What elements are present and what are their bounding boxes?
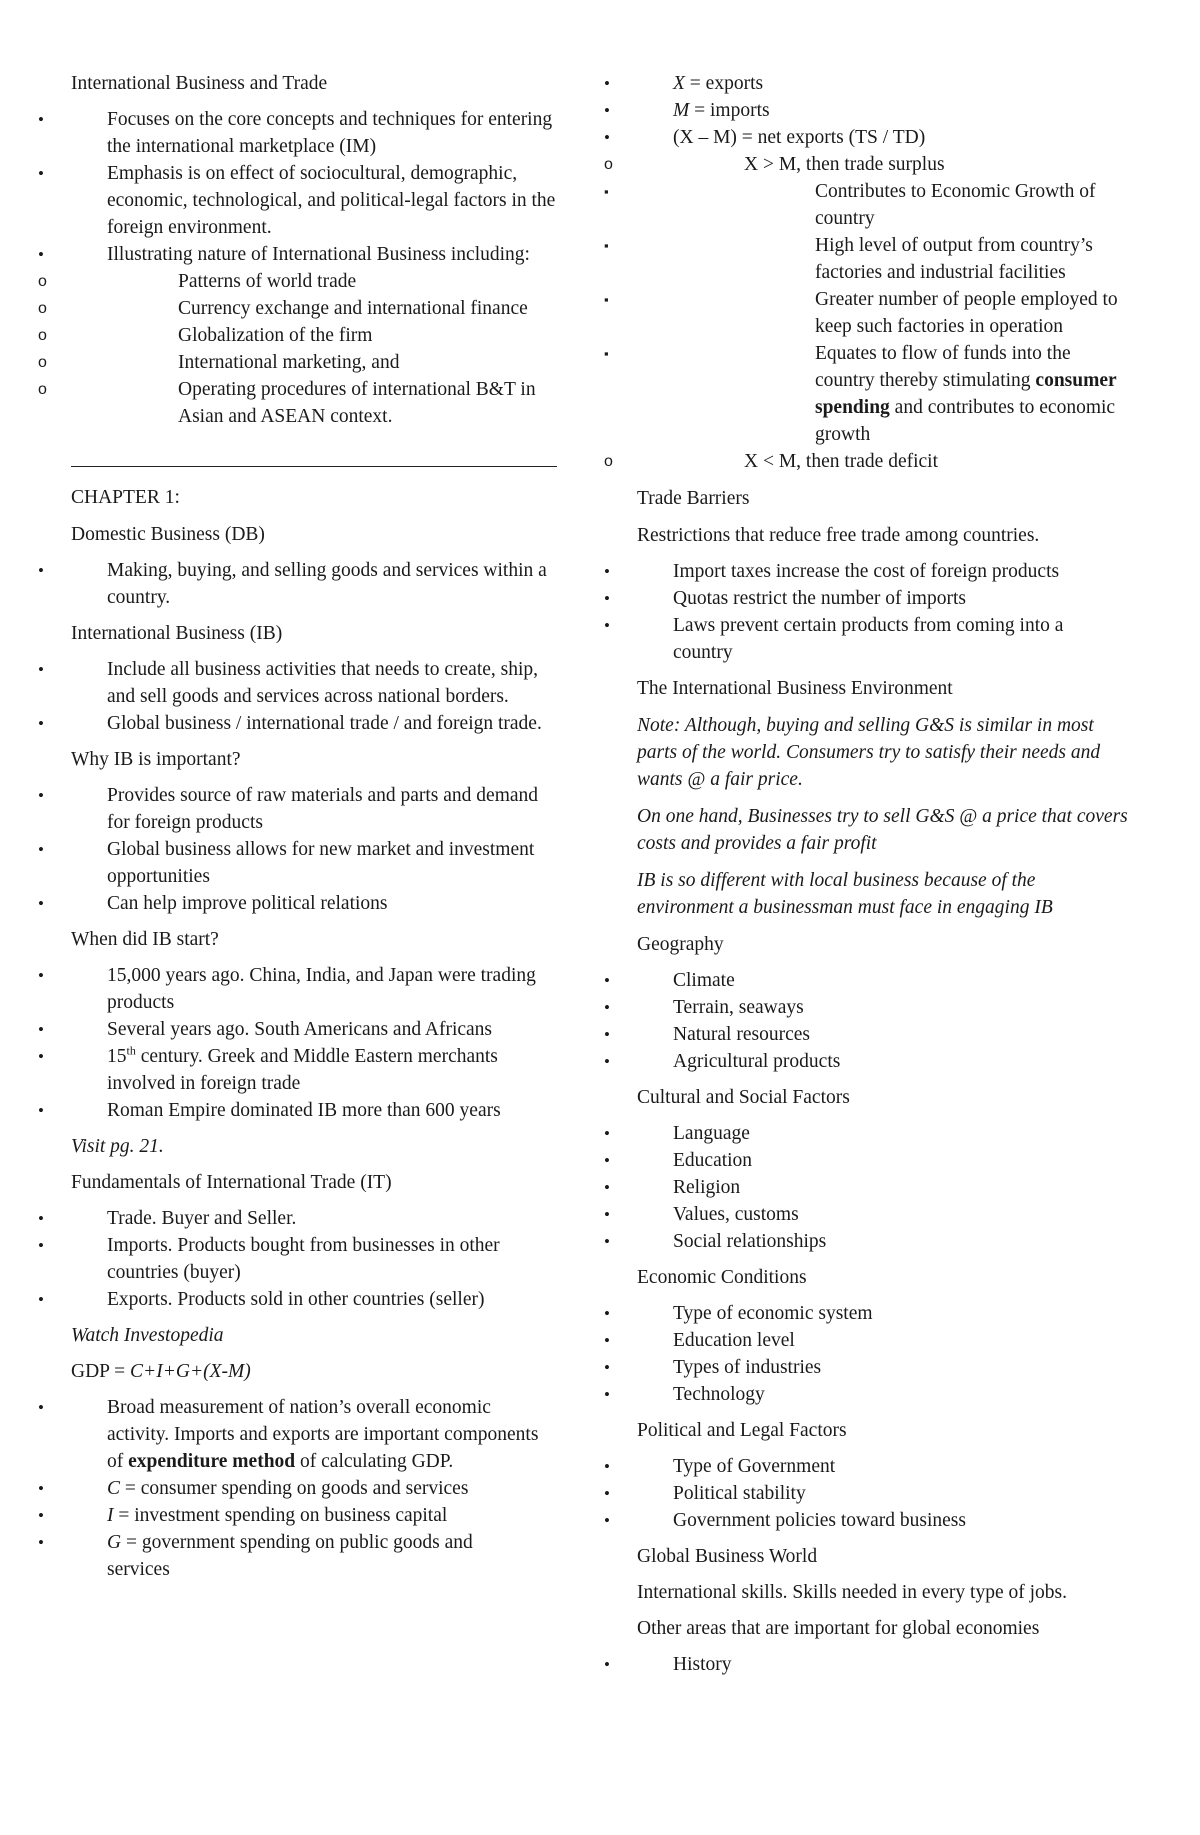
bullet-icon: • — [604, 1655, 610, 1674]
list-item — [604, 585, 1137, 612]
list-item-text: Government policies toward business — [673, 1510, 966, 1531]
list-item — [604, 1201, 1137, 1228]
sub-sub-list-item-text: Greater number of people employed to keep such factories in operation — [815, 289, 1118, 337]
left-column — [38, 70, 571, 1583]
list-item — [604, 994, 1137, 1021]
sub-list-item-text: X < M, then trade deficit — [744, 451, 939, 472]
political-heading: Political and Legal Factors — [637, 1420, 847, 1441]
list-item-text: Type of Government — [673, 1456, 836, 1477]
list-item-text: of calculating GDP. — [295, 1451, 454, 1472]
list-item-text: Global business allows for new market and investment opportunities — [107, 839, 535, 887]
bullet-icon: • — [604, 998, 610, 1017]
bullet-icon: • — [38, 1398, 44, 1417]
list-item — [604, 124, 1137, 151]
list-item — [38, 1502, 571, 1529]
list-item — [604, 1174, 1137, 1201]
list-item — [604, 1021, 1137, 1048]
international-business-list — [38, 656, 571, 737]
sub-list-item — [38, 376, 568, 430]
environment-note: IB is so different with local business because of the environment a businessman must face in engaging IB — [637, 870, 1053, 918]
list-item-text: Natural resources — [673, 1024, 810, 1045]
bullet-icon: • — [38, 1506, 44, 1525]
list-item-text: Focuses on the core concepts and techniques for entering the international marketplace (IM) — [107, 109, 553, 157]
square-bullet-icon: ▪ — [604, 346, 609, 361]
gdp-prefix: GDP = — [71, 1361, 131, 1382]
sub-list-item — [38, 295, 571, 322]
why-ib-heading: Why IB is important? — [71, 749, 241, 770]
bullet-icon: • — [38, 1209, 44, 1228]
trade-variables-list — [604, 70, 1137, 475]
list-item — [38, 1394, 557, 1475]
bullet-icon: • — [38, 714, 44, 733]
square-bullet-icon: ▪ — [604, 184, 609, 199]
bullet-icon: • — [604, 1232, 610, 1251]
list-item-text: Can help improve political relations — [107, 893, 388, 914]
cultural-heading: Cultural and Social Factors — [637, 1087, 850, 1108]
sub-list-item — [38, 349, 571, 376]
list-item — [604, 1354, 1137, 1381]
list-item-text: History — [673, 1654, 732, 1675]
list-item-text: Values, customs — [673, 1204, 799, 1225]
ordinal-suffix: th — [126, 1043, 136, 1058]
bullet-icon: • — [604, 562, 610, 581]
list-item — [38, 962, 547, 1016]
list-item-text: = consumer spending on goods and services — [120, 1478, 469, 1499]
list-item-text: Education — [673, 1150, 753, 1171]
watch-investopedia-note: Watch Investopedia — [71, 1325, 224, 1346]
list-item — [604, 1651, 1137, 1678]
sub-sub-list-item — [604, 232, 1130, 286]
variable-symbol: G — [107, 1532, 122, 1553]
fundamentals-heading: Fundamentals of International Trade (IT) — [71, 1172, 392, 1193]
list-item — [38, 1043, 547, 1097]
bullet-icon: • — [604, 1304, 610, 1323]
list-item-text: Roman Empire dominated IB more than 600 years — [107, 1100, 501, 1121]
list-item — [38, 160, 577, 241]
bullet-icon: • — [604, 1178, 610, 1197]
list-item-text: Broad measurement of nation’s overall economic activity. Imports and exports are important components of — [107, 1397, 539, 1472]
list-item-text: Several years ago. South Americans and Africans — [107, 1019, 493, 1040]
why-ib-list — [38, 782, 571, 917]
list-item — [38, 1016, 571, 1043]
list-item — [38, 1097, 571, 1124]
bullet-icon: • — [38, 840, 44, 859]
list-item — [38, 782, 547, 836]
international-skills-text: International skills. Skills needed in every type of jobs. — [637, 1582, 1067, 1603]
sub-list-item — [604, 448, 1137, 475]
bullet-icon: • — [38, 1020, 44, 1039]
emphasis-text: expenditure method — [128, 1451, 296, 1472]
sub-sub-list-item — [604, 340, 1120, 448]
economic-list — [604, 1300, 1137, 1408]
list-item-text: Include all business activities that needs to create, ship, and sell goods and services across national borders. — [107, 659, 539, 707]
sub-sub-list-item-text: Contributes to Economic Growth of country — [815, 181, 1096, 229]
bullet-icon: • — [38, 1047, 44, 1066]
bullet-icon: • — [604, 616, 610, 635]
square-bullet-icon: ▪ — [604, 292, 609, 307]
list-item — [38, 1475, 571, 1502]
list-item — [38, 106, 557, 160]
list-item-text: century. Greek and Middle Eastern merchants involved in foreign trade — [107, 1046, 498, 1094]
list-item-text: = government spending on public goods and services — [107, 1532, 473, 1580]
list-item — [604, 612, 1123, 666]
bullet-icon: • — [38, 1290, 44, 1309]
bullet-icon: • — [604, 1331, 610, 1350]
list-item — [604, 1228, 1137, 1255]
global-areas-list — [604, 1651, 1137, 1678]
circle-bullet-icon: o — [38, 327, 47, 344]
list-item-text: Emphasis is on effect of sociocultural, demographic, economic, technological, and political-legal factors in the foreign environment. — [107, 163, 556, 238]
list-item — [604, 1147, 1137, 1174]
list-item — [604, 1480, 1137, 1507]
bullet-icon: • — [38, 245, 44, 264]
sub-list-item-text: International marketing, and — [178, 352, 400, 373]
when-ib-list — [38, 962, 571, 1124]
section-divider — [71, 466, 557, 467]
list-item — [38, 1232, 547, 1286]
list-item-text: Global business / international trade / and foreign trade. — [107, 713, 542, 734]
list-item-text: Trade. Buyer and Seller. — [107, 1208, 297, 1229]
list-item-text: Type of economic system — [673, 1303, 873, 1324]
list-item-text: Illustrating nature of International Business including: — [107, 244, 530, 265]
economic-heading: Economic Conditions — [637, 1267, 807, 1288]
list-item — [38, 710, 567, 737]
bullet-icon: • — [604, 74, 610, 93]
bullet-icon: • — [604, 1151, 610, 1170]
list-item — [38, 241, 547, 268]
bullet-icon: • — [604, 1457, 610, 1476]
domestic-business-list — [38, 557, 571, 611]
intro-heading: International Business and Trade — [71, 73, 328, 94]
trade-barriers-list — [604, 558, 1137, 666]
bullet-icon: • — [38, 660, 44, 679]
list-item — [604, 967, 1137, 994]
sub-list-item-text: Operating procedures of international B&T in Asian and ASEAN context. — [178, 379, 536, 427]
list-item — [38, 1286, 571, 1313]
bullet-icon: • — [604, 1025, 610, 1044]
bullet-icon: • — [604, 971, 610, 990]
bullet-icon: • — [604, 1205, 610, 1224]
emphasis-text: consumer spending — [815, 370, 1117, 418]
list-item — [604, 1507, 1137, 1534]
list-item-text: Terrain, seaways — [673, 997, 804, 1018]
list-item-text: Climate — [673, 970, 735, 991]
list-item — [604, 1453, 1137, 1480]
when-ib-heading: When did IB start? — [71, 929, 219, 950]
list-item-text: Imports. Products bought from businesses in other countries (buyer) — [107, 1235, 500, 1283]
international-business-heading: International Business (IB) — [71, 623, 283, 644]
list-item-text: = investment spending on business capital — [113, 1505, 448, 1526]
trade-barriers-definition: Restrictions that reduce free trade among countries. — [637, 525, 1040, 546]
circle-bullet-icon: o — [38, 354, 47, 371]
sub-sub-list-item-text: and contributes to economic growth — [815, 397, 1116, 445]
right-column — [604, 70, 1137, 1678]
circle-bullet-icon: o — [604, 453, 613, 470]
bullet-icon: • — [38, 561, 44, 580]
bullet-icon: • — [604, 1124, 610, 1143]
list-item-text: Religion — [673, 1177, 741, 1198]
list-item — [604, 1381, 1137, 1408]
intro-bullet-list — [38, 106, 571, 268]
sub-sub-list-item — [604, 286, 1130, 340]
global-business-heading: Global Business World — [637, 1546, 818, 1567]
bullet-icon: • — [604, 101, 610, 120]
list-item — [38, 890, 571, 917]
list-item-text: 15,000 years ago. China, India, and Japan were trading products — [107, 965, 536, 1013]
list-item-text: (X – M) = net exports (TS / TD) — [673, 127, 926, 148]
bullet-icon: • — [38, 894, 44, 913]
list-item — [38, 1529, 537, 1583]
list-item-text: Agricultural products — [673, 1051, 841, 1072]
variable-symbol: M — [673, 100, 690, 121]
variable-symbol: I — [107, 1505, 114, 1526]
list-item-text: = imports — [689, 100, 770, 121]
list-item-text: Quotas restrict the number of imports — [673, 588, 966, 609]
sub-list-item — [38, 322, 571, 349]
list-item — [38, 836, 547, 890]
circle-bullet-icon: o — [38, 273, 47, 290]
bullet-icon: • — [604, 1385, 610, 1404]
list-item — [38, 557, 547, 611]
circle-bullet-icon: o — [604, 156, 613, 173]
environment-heading: The International Business Environment — [637, 678, 953, 699]
sub-sub-list-item-text: High level of output from country’s factories and industrial facilities — [815, 235, 1093, 283]
sub-list-item-text: Patterns of world trade — [178, 271, 357, 292]
list-item-text: Exports. Products sold in other countries (seller) — [107, 1289, 485, 1310]
circle-bullet-icon: o — [38, 300, 47, 317]
other-areas-text: Other areas that are important for global economies — [637, 1618, 1040, 1639]
domestic-business-heading: Domestic Business (DB) — [71, 524, 265, 545]
bullet-icon: • — [604, 589, 610, 608]
variable-symbol: X — [673, 73, 685, 94]
fundamentals-list — [38, 1205, 571, 1313]
list-item-text: Education level — [673, 1330, 795, 1351]
chapter-title: CHAPTER 1: — [71, 487, 180, 508]
cultural-list — [604, 1120, 1137, 1255]
sub-sub-list-item-text: Equates to flow of funds into the country thereby stimulating — [815, 343, 1071, 391]
list-item — [604, 1327, 1137, 1354]
list-item-text: = exports — [684, 73, 764, 94]
bullet-icon: • — [38, 966, 44, 985]
variable-symbol: C — [107, 1478, 121, 1499]
bullet-icon: • — [604, 1484, 610, 1503]
geography-list — [604, 967, 1137, 1075]
list-item — [604, 1120, 1137, 1147]
gdp-list — [38, 1394, 571, 1583]
list-item — [604, 558, 1137, 585]
list-item-text: Laws prevent certain products from coming into a country — [673, 615, 1064, 663]
list-item — [604, 97, 1137, 124]
list-item-text: Political stability — [673, 1483, 806, 1504]
list-item — [604, 70, 1137, 97]
bullet-icon: • — [604, 128, 610, 147]
intro-sub-bullet-list — [38, 268, 571, 430]
bullet-icon: • — [604, 1358, 610, 1377]
bullet-icon: • — [604, 1052, 610, 1071]
sub-sub-list-item — [604, 178, 1130, 232]
list-item-text: Making, buying, and selling goods and services within a country. — [107, 560, 547, 608]
bullet-icon: • — [38, 1533, 44, 1552]
environment-note: On one hand, Businesses try to sell G&S @ a price that covers costs and provides a fair profit — [637, 806, 1128, 854]
list-item-text: Import taxes increase the cost of foreign products — [673, 561, 1060, 582]
list-item-text: Provides source of raw materials and parts and demand for foreign products — [107, 785, 539, 833]
century-number: 15 — [107, 1046, 127, 1067]
bullet-icon: • — [38, 110, 44, 129]
list-item-text: Technology — [673, 1384, 765, 1405]
gdp-formula-line — [71, 1358, 571, 1385]
trade-barriers-heading: Trade Barriers — [637, 488, 750, 509]
bullet-icon: • — [38, 1236, 44, 1255]
list-item — [604, 1048, 1137, 1075]
sub-list-item-text: Globalization of the firm — [178, 325, 373, 346]
square-bullet-icon: ▪ — [604, 238, 609, 253]
visit-page-note: Visit pg. 21. — [71, 1136, 164, 1157]
bullet-icon: • — [38, 1101, 44, 1120]
list-item — [38, 656, 567, 710]
bullet-icon: • — [38, 164, 44, 183]
gdp-formula: C+I+G+(X-M) — [130, 1361, 251, 1382]
list-item — [604, 1300, 1137, 1327]
list-item-text: Language — [673, 1123, 750, 1144]
circle-bullet-icon: o — [38, 381, 47, 398]
environment-note: Note: Although, buying and selling G&S is similar in most parts of the world. Consumers try to satisfy their needs and wants @ a fair price. — [637, 715, 1101, 790]
list-item-text: Social relationships — [673, 1231, 827, 1252]
list-item — [38, 1205, 571, 1232]
sub-list-item-text: Currency exchange and international finance — [178, 298, 528, 319]
sub-list-item — [604, 151, 1137, 178]
sub-list-item — [38, 268, 571, 295]
political-list — [604, 1453, 1137, 1534]
bullet-icon: • — [604, 1511, 610, 1530]
bullet-icon: • — [38, 1479, 44, 1498]
list-item-text: Types of industries — [673, 1357, 822, 1378]
geography-heading: Geography — [637, 934, 724, 955]
sub-list-item-text: X > M, then trade surplus — [744, 154, 945, 175]
bullet-icon: • — [38, 786, 44, 805]
